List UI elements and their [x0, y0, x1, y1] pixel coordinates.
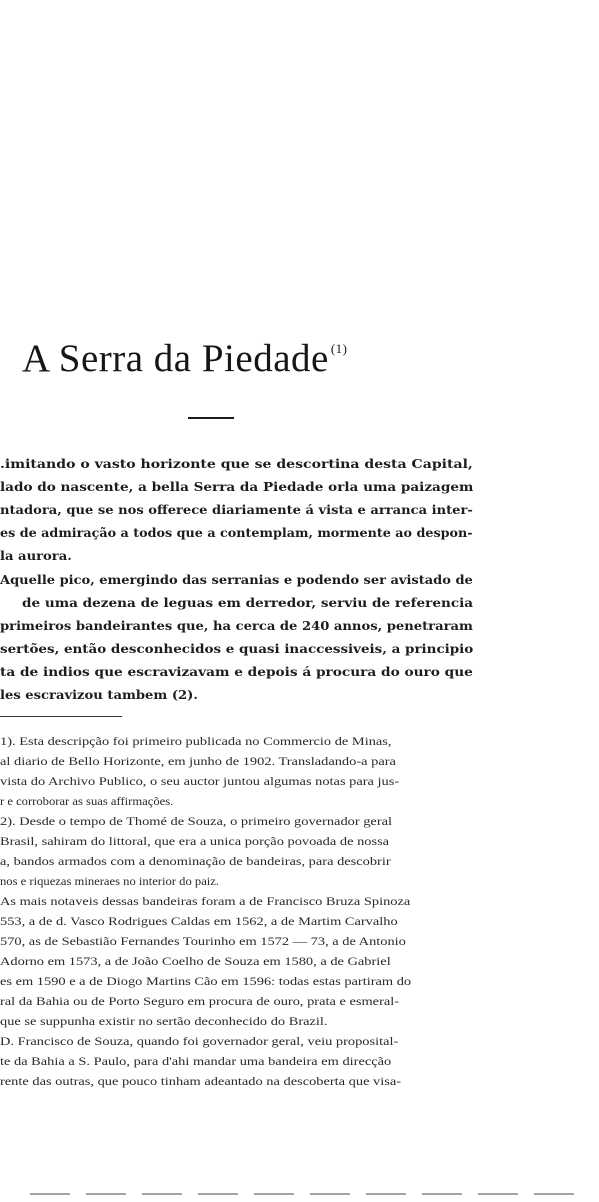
footnote-reference-mark: (1) [330, 341, 348, 356]
body-line: Aquelle pico, emergindo das serranias e podendo ser avistado de [0, 572, 473, 587]
body-line: de uma dezena de leguas em derredor, serviu de referencia [22, 595, 474, 610]
footnote-line: D. Francisco de Souza, quando foi governador geral, veiu proposital- [0, 1034, 399, 1048]
footnote-line: a, bandos armados com a denominação de bandeiras, para descobrir [0, 854, 391, 868]
footnote-line: que se suppunha existir no sertão deconhecido do Brazil. [0, 1014, 328, 1028]
footnote-line: ral da Bahia ou de Porto Seguro em procura de ouro, prata e esmeral- [0, 994, 400, 1008]
body-line: ta de indios que escravizavam e depois á procura do ouro que [0, 664, 473, 679]
body-line: les escravizou tambem (2). [0, 687, 198, 702]
footnote-line: r e corroborar as suas affirmações. [0, 794, 174, 808]
footnote-line: Brasil, sahiram do littoral, que era a unica porção povoada de nossa [0, 834, 390, 848]
body-line: .imitando o vasto horizonte que se descortina desta Capital, [0, 456, 473, 471]
footnote-line: As mais notaveis dessas bandeiras foram a de Francisco Bruza Spinoza [0, 894, 411, 908]
footnote-line: te da Bahia a S. Paulo, para d'ahi mandar uma bandeira em direcção [0, 1054, 392, 1068]
body-line: es de admiração a todos que a contemplam, mormente ao despon- [0, 525, 473, 540]
body-line: primeiros bandeirantes que, ha cerca de 240 annos, penetraram [0, 618, 473, 633]
footnote-line: 570, as de Sebastião Fernandes Tourinho em 1572 — 73, a de Antonio [0, 934, 406, 948]
body-line: ntadora, que se nos offerece diariamente á vista e arranca inter- [0, 502, 473, 517]
page-title [22, 336, 348, 381]
footnote-line: rente das outras, que pouco tinham adeantado na descoberta que visa- [0, 1074, 402, 1088]
footnote-line: 553, a de d. Vasco Rodrigues Caldas em 1562, a de Martim Carvalho [0, 914, 398, 928]
footnote-line: 1). Esta descripção foi primeiro publicada no Commercio de Minas, [0, 734, 392, 748]
body-line: lado do nascente, a bella Serra da Piedade orla uma paizagem [0, 479, 474, 494]
footnote-line: nos e riquezas mineraes no interior do paiz. [0, 874, 220, 888]
footnote-line: Adorno em 1573, a de João Coelho de Souza em 1580, a de Gabriel [0, 954, 391, 968]
title-text: A Serra da Piedade [22, 337, 329, 380]
footnote-line: 2). Desde o tempo de Thomé de Souza, o primeiro governador geral [0, 814, 393, 828]
body-line: sertões, então desconhecidos e quasi inaccessiveis, a principio [0, 641, 474, 656]
bottom-edge-artifact [30, 1193, 590, 1195]
title-divider [188, 417, 234, 419]
footnote-line: es em 1590 e a de Diogo Martins Cão em 1596: todas estas partiram do [0, 974, 412, 988]
body-line: la aurora. [0, 548, 72, 563]
footnote-separator [0, 716, 122, 717]
footnote-line: vista do Archivo Publico, o seu auctor juntou algumas notas para jus- [0, 774, 400, 788]
footnote-line: al diario de Bello Horizonte, em junho de 1902. Transladando-a para [0, 754, 396, 768]
